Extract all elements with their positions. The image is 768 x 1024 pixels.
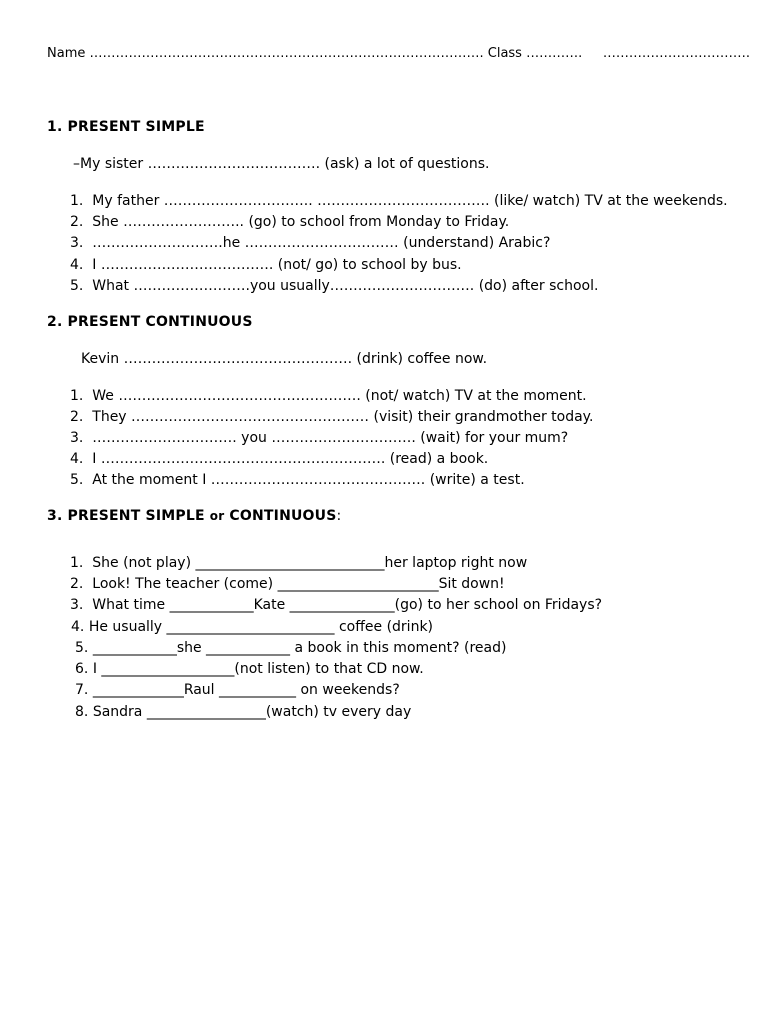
item-text: What …………………….you usually…………………………. (do) after school. xyxy=(92,278,599,294)
item-text: I ___________________(not listen) to that CD now. xyxy=(92,661,424,677)
item-number: 5. xyxy=(70,278,84,294)
section-3-item-2 xyxy=(70,576,505,592)
section-1-item-4 xyxy=(70,257,462,273)
section-1-item-2 xyxy=(70,214,509,230)
item-text: I ………………………………. (not/ go) to school by bus. xyxy=(92,257,462,273)
item-number: 5. xyxy=(70,472,84,488)
item-text: ____________she ____________ a book in this moment? (read) xyxy=(92,640,507,656)
item-number: 6. xyxy=(75,661,89,677)
item-number: 1. xyxy=(70,193,84,209)
section-1-item-3 xyxy=(70,235,550,251)
section-3-item-4 xyxy=(71,619,433,635)
item-number: 2. xyxy=(70,409,84,425)
item-text: Sandra _________________(watch) tv every day xyxy=(92,704,412,720)
item-text: My father ………………………….. ………………………………. (like/ watch) TV at the weekends. xyxy=(92,193,728,209)
section-3-title xyxy=(47,508,341,524)
section-1-heading: PRESENT SIMPLE xyxy=(67,119,205,135)
item-text: ……………………….he …………………………… (understand) Arabic? xyxy=(92,235,551,251)
section-1-number: 1. xyxy=(47,119,63,135)
section-1-item-1 xyxy=(70,193,728,209)
item-number: 3. xyxy=(70,430,84,446)
section-2-item-4 xyxy=(70,451,488,467)
item-number: 8. xyxy=(75,704,89,720)
section-3-heading-colon: : xyxy=(336,508,342,524)
item-number: 2. xyxy=(70,576,84,592)
item-number: 7. xyxy=(75,682,89,698)
section-2-item-3 xyxy=(70,430,568,446)
item-number: 4. xyxy=(70,257,84,273)
item-number: 4. xyxy=(71,619,85,635)
item-text: What time ____________Kate _______________(go) to her school on Fridays? xyxy=(92,597,603,613)
section-1-item-5 xyxy=(70,278,598,294)
section-3-number: 3. xyxy=(47,508,63,524)
section-2-title xyxy=(47,314,253,330)
section-3-heading-a: PRESENT SIMPLE xyxy=(67,508,210,524)
section-3-item-6 xyxy=(75,661,424,677)
item-text: …………………………. you …………………………. (wait) for your mum? xyxy=(92,430,569,446)
section-1-title xyxy=(47,119,205,135)
name-class-line: Name ………………………………………………………………………………. Class …………. ……………………………. xyxy=(47,46,751,61)
section-1-example: –My sister ………………………………. (ask) a lot of questions. xyxy=(73,156,490,172)
section-2-item-5 xyxy=(70,472,525,488)
item-text: She …………………….. (go) to school from Monday to Friday. xyxy=(92,214,510,230)
section-2-heading: PRESENT CONTINUOUS xyxy=(67,314,253,330)
section-3-item-7 xyxy=(75,682,400,698)
section-3-item-1 xyxy=(70,555,527,571)
item-text: She (not play) ___________________________her laptop right now xyxy=(92,555,528,571)
item-number: 3. xyxy=(70,235,84,251)
section-3-item-3 xyxy=(70,597,602,613)
section-2-item-1 xyxy=(70,388,587,404)
item-text: I ……………………………………………………. (read) a book. xyxy=(92,451,489,467)
item-text: Look! The teacher (come) _______________________Sit down! xyxy=(92,576,505,592)
section-3-item-5 xyxy=(75,640,506,656)
item-number: 2. xyxy=(70,214,84,230)
section-2-example: Kevin …………………………………………. (drink) coffee now. xyxy=(81,351,488,367)
item-text: He usually ________________________ coffee (drink) xyxy=(88,619,434,635)
item-number: 3. xyxy=(70,597,84,613)
item-text: At the moment I ………………………………………. (write) a test. xyxy=(92,472,525,488)
section-2-item-2 xyxy=(70,409,593,425)
section-2-number: 2. xyxy=(47,314,63,330)
item-text: We ……………………………………………. (not/ watch) TV at the moment. xyxy=(92,388,587,404)
section-3-heading-b: CONTINUOUS xyxy=(224,508,337,524)
section-3-item-8 xyxy=(75,704,411,720)
item-number: 5. xyxy=(75,640,89,656)
item-number: 1. xyxy=(70,555,84,571)
item-text: They …………………………………………… (visit) their grandmother today. xyxy=(92,409,594,425)
section-3-heading-or: or xyxy=(209,509,225,523)
item-number: 1. xyxy=(70,388,84,404)
item-text: _____________Raul ___________ on weekends? xyxy=(92,682,400,698)
item-number: 4. xyxy=(70,451,84,467)
